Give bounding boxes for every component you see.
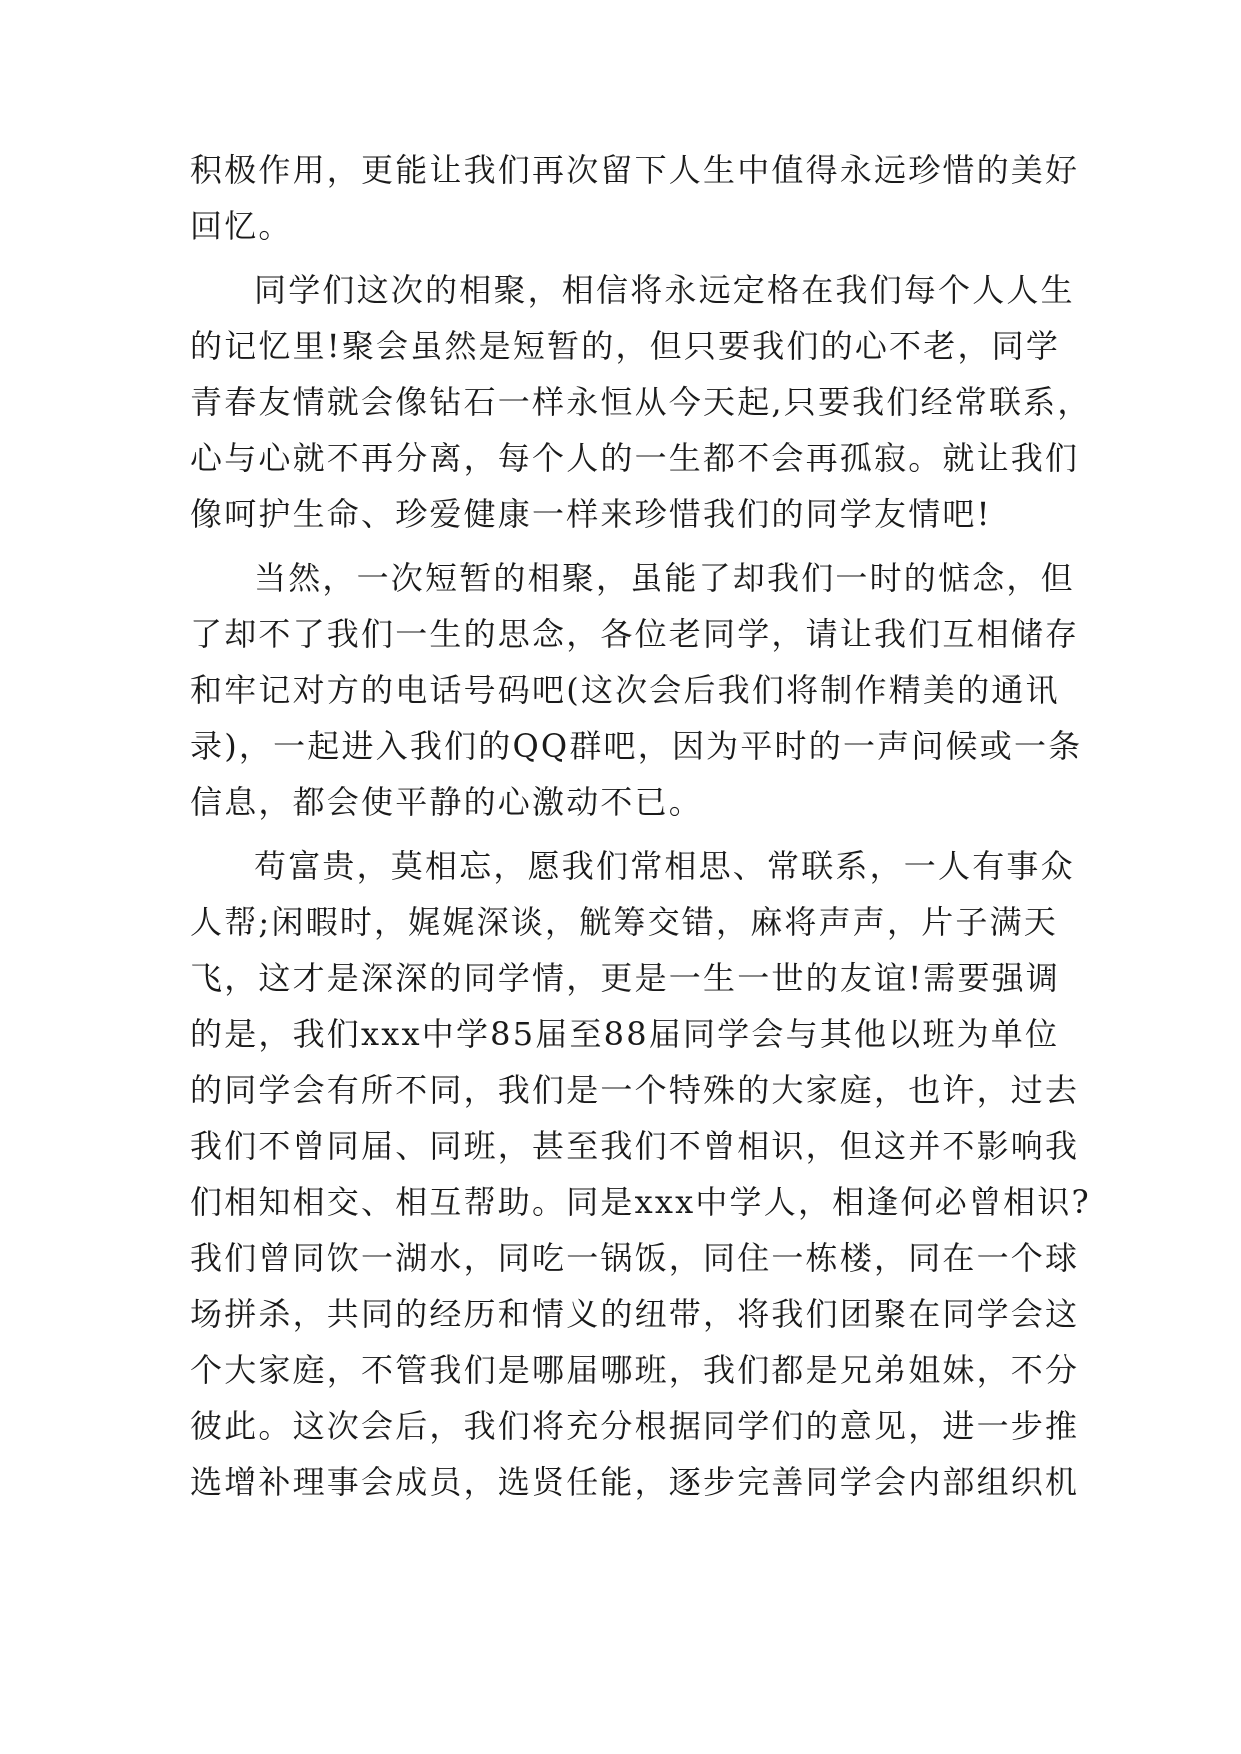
text-line: 的同学会有所不同，我们是一个特殊的大家庭，也许，过去: [190, 1071, 1080, 1109]
text-line: 个大家庭，不管我们是哪届哪班，我们都是兄弟姐妹，不分: [190, 1351, 1080, 1389]
text-line: 我们不曾同届、同班，甚至我们不曾相识，但这并不影响我: [190, 1127, 1080, 1165]
text-line: 信息，都会使平静的心激动不已。: [190, 783, 704, 821]
paragraph-first-line: 苟富贵，莫相忘，愿我们常相思、常联系，一人有事众: [254, 847, 1075, 885]
paragraph-first-line: 当然，一次短暂的相聚，虽能了却我们一时的惦念，但: [254, 559, 1075, 597]
text-line: 的是，我们xxx中学85届至88届同学会与其他以班为单位: [190, 1015, 1060, 1053]
text-line: 我们曾同饮一湖水，同吃一锅饭，同住一栋楼，同在一个球: [190, 1239, 1080, 1277]
text-line: 像呵护生命、珍爱健康一样来珍惜我们的同学友情吧!: [190, 495, 992, 533]
text-line: 的记忆里!聚会虽然是短暂的，但只要我们的心不老，同学: [190, 327, 1061, 365]
text-line: 彼此。这次会后，我们将充分根据同学们的意见，进一步推: [190, 1407, 1080, 1445]
text-line: 回忆。: [190, 207, 293, 245]
text-line: 录)，一起进入我们的QQ群吧，因为平时的一声问候或一条: [190, 727, 1083, 765]
text-line: 场拼杀，共同的经历和情义的纽带，将我们团聚在同学会这: [190, 1295, 1080, 1333]
text-line: 心与心就不再分离，每个人的一生都不会再孤寂。就让我们: [190, 439, 1080, 477]
text-line: 飞，这才是深深的同学情，更是一生一世的友谊!需要强调: [190, 959, 1061, 997]
text-line: 了却不了我们一生的思念，各位老同学，请让我们互相储存: [190, 615, 1080, 653]
text-line: 积极作用，更能让我们再次留下人生中值得永远珍惜的美好: [190, 151, 1080, 189]
text-line: 和牢记对方的电话号码吧(这次会后我们将制作精美的通讯: [190, 671, 1060, 709]
text-line: 选增补理事会成员，选贤任能，逐步完善同学会内部组织机: [190, 1463, 1080, 1501]
text-line: 人帮;闲暇时，娓娓深谈，觥筹交错，麻将声声，片子满天: [190, 903, 1058, 941]
paragraph-first-line: 同学们这次的相聚，相信将永远定格在我们每个人人生: [254, 271, 1075, 309]
text-line: 青春友情就会像钻石一样永恒从今天起,只要我们经常联系，: [190, 383, 1092, 421]
text-line: 们相知相交、相互帮助。同是xxx中学人，相逢何必曾相识?: [190, 1183, 1091, 1221]
